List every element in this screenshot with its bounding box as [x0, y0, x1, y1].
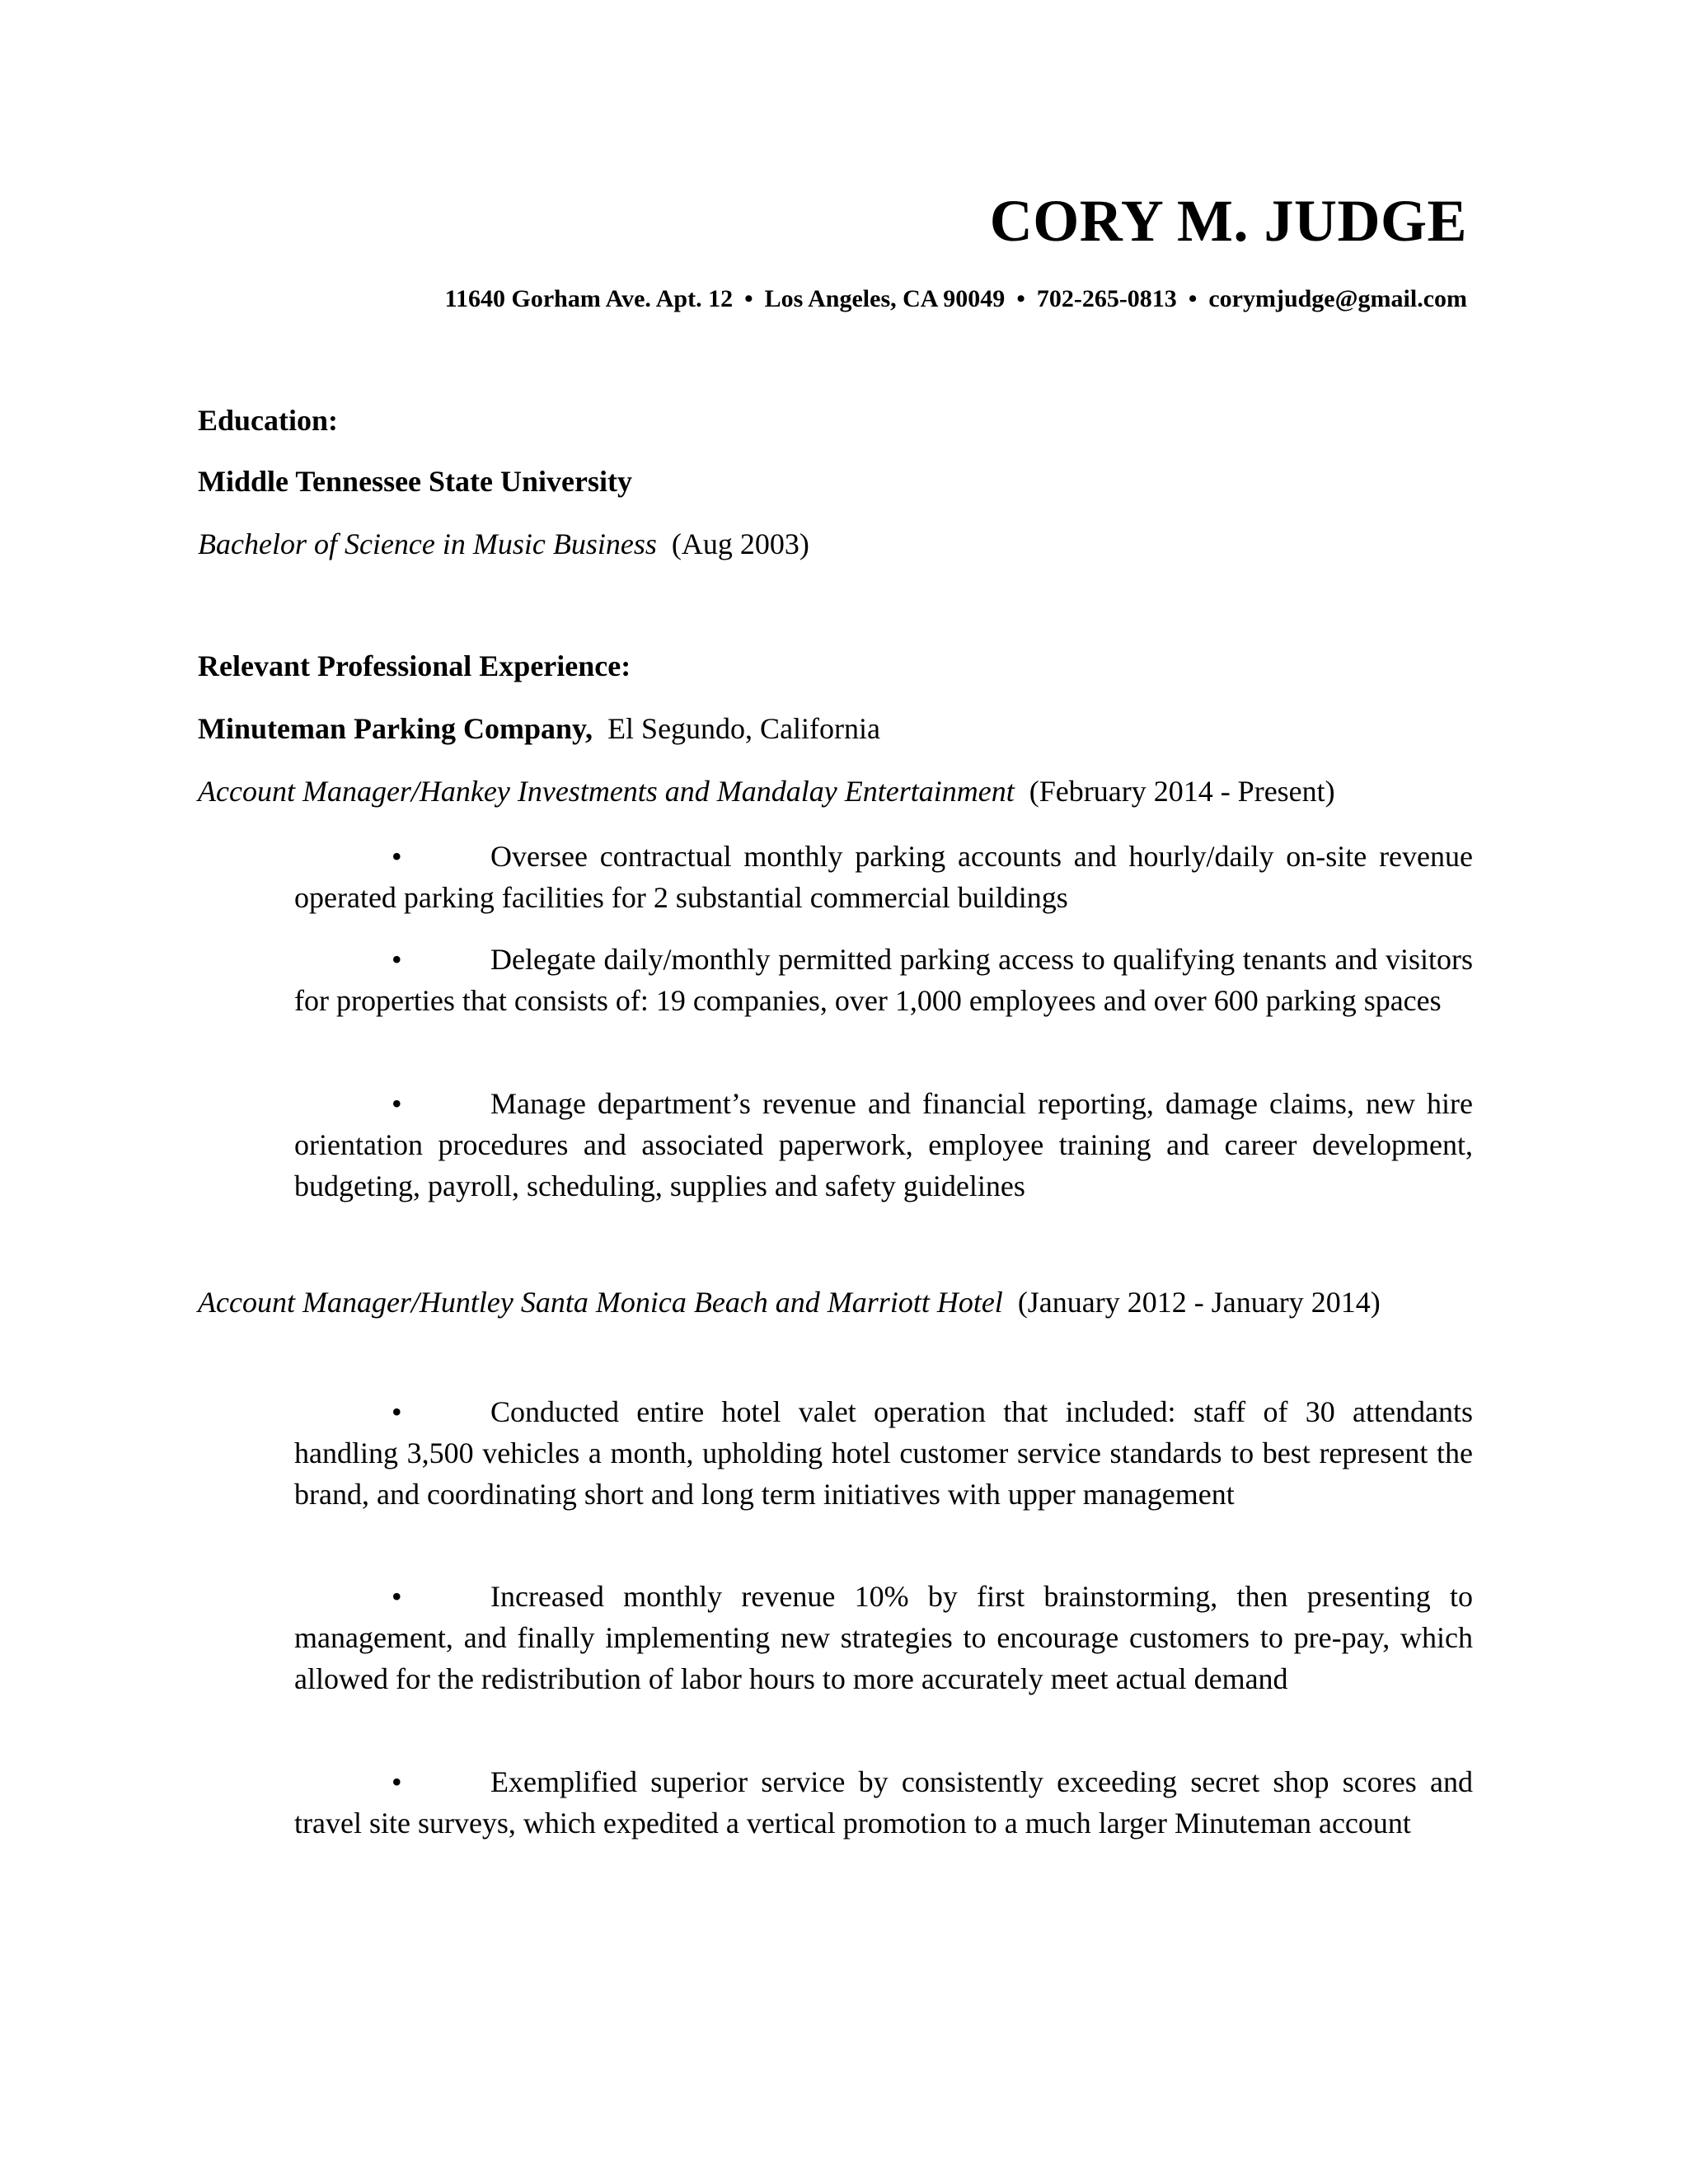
job-dates: (January 2012 - January 2014) [1017, 1286, 1381, 1319]
job-title: Account Manager/Hankey Investments and Mandalay Entertainment [198, 775, 1015, 808]
job-title: Account Manager/Huntley Santa Monica Beach and Marriott Hotel [198, 1286, 1003, 1319]
list-item [294, 1083, 1473, 1207]
bullet-text: Exemplified superior service by consistently exceeding secret shop scores and travel site surveys, which expedited a vertical promotion to a much larger Minuteman account [294, 1765, 1473, 1840]
bullet-text: Delegate daily/monthly permitted parking access to qualifying tenants and visitors for properties that consists of: 19 companies, over 1,000 employees and over 600 parking spaces [294, 943, 1473, 1017]
contact-separator: • [1016, 285, 1025, 312]
degree-date: (Aug 2003) [671, 527, 809, 560]
education-heading: Education: [198, 404, 339, 437]
bullet-marker: • [392, 1765, 402, 1798]
contact-address: 11640 Gorham Ave. Apt. 12 [444, 285, 734, 312]
company-location: El Segundo, California [607, 712, 881, 745]
bullet-text: Conducted entire hotel valet operation that included: staff of 30 attendants handling 3,500 vehicles a month, upholding hotel customer service standards to best represent the brand, and coordinating short and long term initiatives with upper management [294, 1395, 1473, 1511]
bullet-text: Increased monthly revenue 10% by first brainstorming, then presenting to management, and finally implementing new strategies to encourage customers to pre-pay, which allowed for the redistribution of labor hours to more accurately meet actual demand [294, 1580, 1473, 1695]
experience-heading: Relevant Professional Experience: [198, 649, 631, 682]
candidate-name: CORY M. JUDGE [989, 188, 1467, 254]
list-item [294, 1761, 1473, 1844]
bullet-text: Manage department’s revenue and financial reporting, damage claims, new hire orientation procedures and associated paperwork, employee training and career development, budgeting, payroll, scheduling, supplies and safety guidelines [294, 1087, 1473, 1202]
company-line [198, 714, 880, 743]
contact-line [445, 287, 1467, 312]
contact-separator: • [744, 285, 753, 312]
contact-separator: • [1188, 285, 1198, 312]
contact-city: Los Angeles, CA 90049 [764, 285, 1006, 312]
job-title-line [198, 1282, 1484, 1323]
contact-email: corymjudge@gmail.com [1208, 285, 1467, 312]
list-item [294, 1576, 1473, 1699]
list-item [294, 1391, 1473, 1515]
bullet-marker: • [392, 840, 402, 873]
degree-line [198, 529, 809, 559]
degree-name: Bachelor of Science in Music Business [198, 527, 657, 560]
bullet-marker: • [392, 1395, 402, 1428]
list-item [294, 939, 1473, 1021]
school-name: Middle Tennessee State University [198, 465, 632, 498]
list-item [294, 836, 1473, 918]
bullet-text: Oversee contractual monthly parking accounts and hourly/daily on-site revenue operated parking facilities for 2 substantial commercial buildings [294, 840, 1473, 914]
company-name: Minuteman Parking Company, [198, 712, 593, 745]
job-title-line [198, 771, 1484, 812]
job-dates: (February 2014 - Present) [1029, 775, 1335, 808]
contact-phone: 702-265-0813 [1036, 285, 1177, 312]
bullet-marker: • [392, 1087, 402, 1120]
bullet-marker: • [392, 943, 402, 976]
bullet-marker: • [392, 1580, 402, 1613]
